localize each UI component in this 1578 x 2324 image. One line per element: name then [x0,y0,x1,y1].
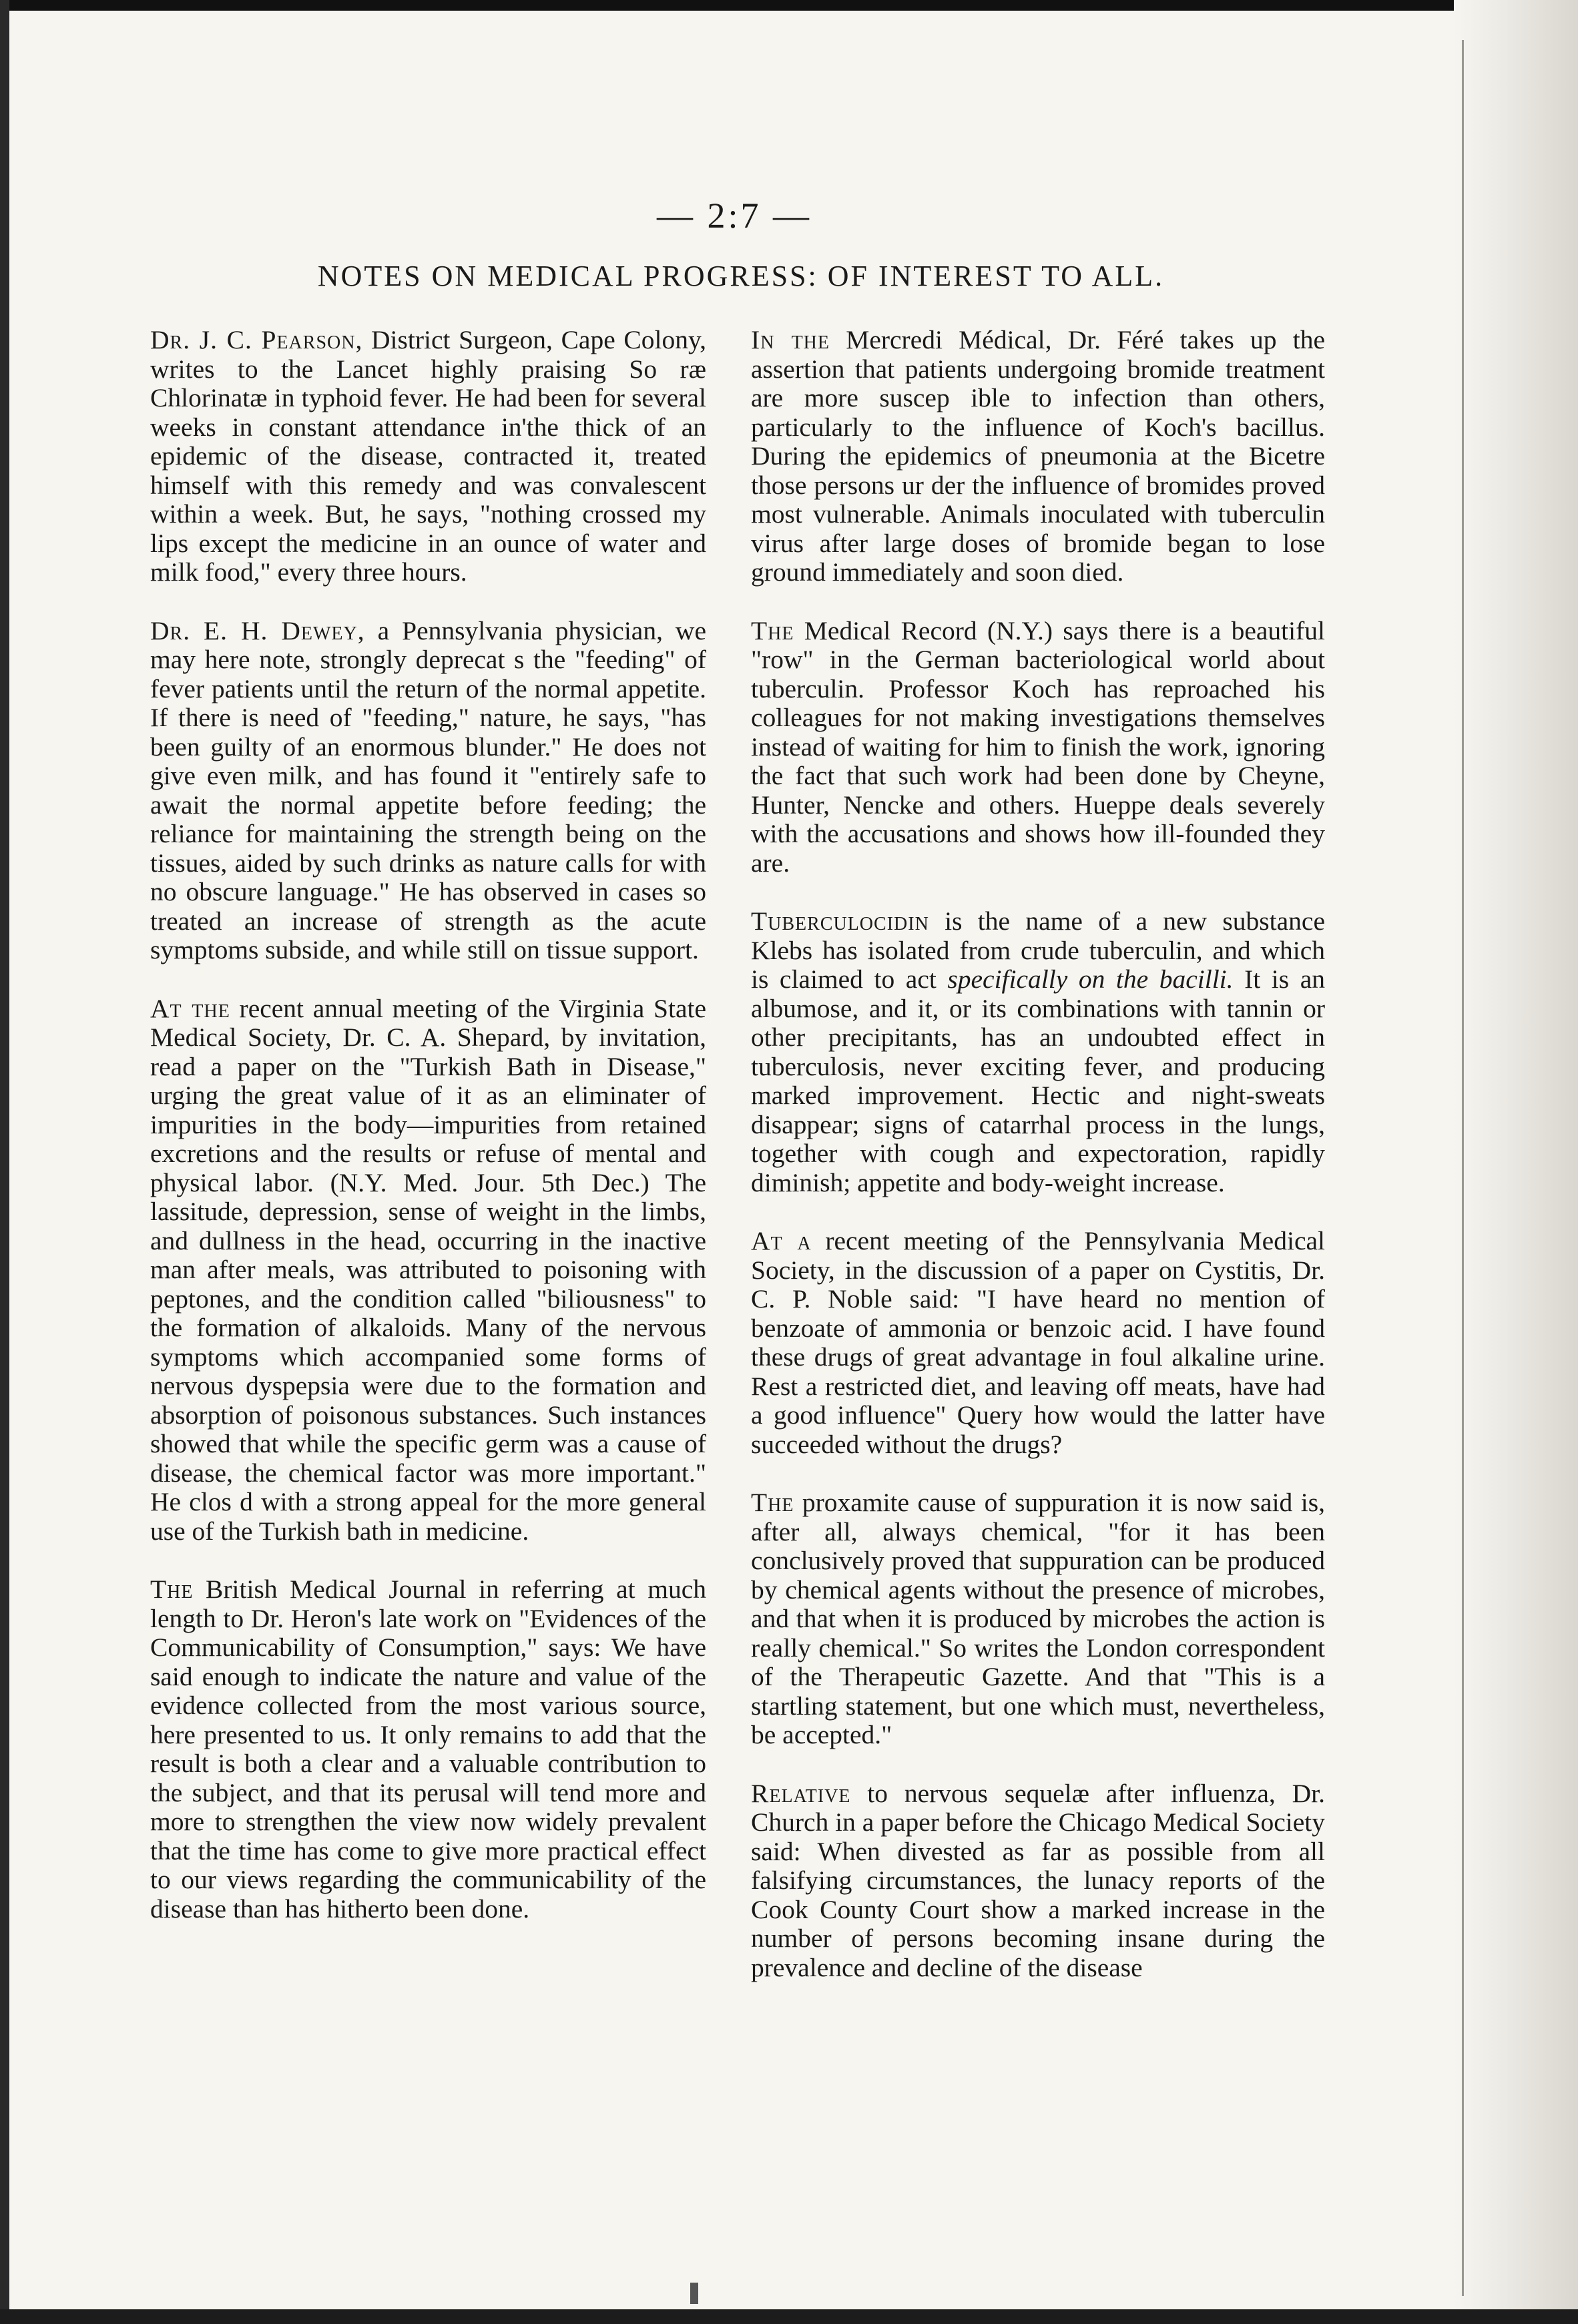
scan-left-border [0,0,9,2324]
article-cystitis [751,1227,1325,1459]
page-number: — 2:7 — [656,196,812,236]
article-lead: At a [751,1226,812,1255]
scan-top-border [0,0,1578,11]
left-column [150,326,706,1924]
article-dewey [150,617,706,965]
page-heading: NOTES ON MEDICAL PROGRESS: OF INTEREST TO ALL. [317,260,1165,292]
article-body: District Surgeon, Cape Colony, writes to the Lancet highly praising So ræ Chlorinatæ in typhoid fever. He had been for several weeks in constant attendance in'the thick of an epidemic of the disease, contracted it, treated himself with this remedy and was convalescent within a week. But, he says, "nothing crossed my lips except the medicine in an ounce of water and milk food," every three hours. [150,325,707,587]
page-binding-edge [1454,0,1578,2324]
article-consumption [150,1575,706,1924]
article-lead: Dr. E. H. Dewey, [150,615,365,645]
article-body: recent meeting of the Pennsylvania Medical Society, in the discussion of a paper on Cystitis, Dr. C. P. Noble said: "I have heard no mention of benzoate of ammonia or benzoic acid. I have found these drugs of great advantage in foul alkaline urine. Rest a restricted diet, and leaving off meats, have had a good influence" Query how would the latter have succeeded without the drugs? [751,1226,1325,1459]
article-lead: At the [150,993,230,1023]
article-turkish-bath [150,994,706,1546]
article-body: is the name of a new substance Klebs has isolated from crude tuberculin, and which is claimed to act [751,906,1325,994]
article-influenza [751,1779,1325,1983]
article-body-cont: It is an albumose, and it, or its combinations with tannin or other precipitants, has an undoubted effect in tuberculosis, never exciting fever, and producing marked improvement. Hectic and night-sweats disappear; signs of catarrhal process in the lungs, together with cough and expectoration, rapidly diminish; appetite and body-weight increase. [751,964,1325,1197]
article-lead: The [150,1574,194,1604]
article-body: Mercredi Médical, Dr. Féré takes up the assertion that patients undergoing bromide treatment are more suscep ible to infection than others, particularly to the influence of Koch's bacillus. During the epidemics of pneumonia at the Bicetre those persons ur der the influence of bromides proved most vulnerable. Animals inoculated with tuberculin virus after large doses of bromide began to lose ground immediately and soon died. [751,325,1325,587]
article-pearson [150,326,706,587]
article-body: proxamite cause of suppuration it is now said is, after all, always chemical, "for it has been conclusively proved that suppuration can be produced by chemical agents without the presence of microbes, and that when it is produced by microbes the action is really chemical." So writes the London correspondent of the Therapeutic Gazette. And that "This is a startling statement, but one which must, nevertheless, be accepted." [751,1488,1325,1749]
footer-mark [690,2283,698,2304]
article-body: recent annual meeting of the Virginia State Medical Society, Dr. C. A. Shepard, by invitation, read a paper on the "Turkish Bath in Disease," urging the great value of it as an eliminater of impurities in the body—impurities from retained excretions and the results or refuse of mental and physical labor. (N.Y. Med. Jour. 5th Dec.) The lassitude, depression, sense of weight in the limbs, and dullness in the head, occurring in the inactive man after meals, was attributed to poisoning with peptones, and the condition called "biliousness" to the formation of alkaloids. Many of the nervous symptoms which accompanied some forms of nervous dyspepsia were due to the formation and absorption of poisonous substances. Such instances showed that while the specific germ was a cause of disease, the chemical factor was more important." He clos d with a strong appeal for the more general use of the Turkish bath in medicine. [150,993,706,1546]
article-italic: specifically on the bacilli. [947,964,1234,994]
article-lead: The [751,615,794,645]
article-body: a Pennsylvania physician, we may here note, strongly deprecat s the "feeding" of fever patients until the return of the normal appetite. If there is need of "feeding," nature, he says, "has been guilty of an enormous blunder." He does not give even milk, and has found it "entirely safe to await the normal appetite before feeding; the reliance for maintaining the strength being on the tissues, aided by such drinks as nature calls for with no obscure language." He has observed in cases so treated an increase of strength as the acute symptoms subside, and while still on tissue support. [150,615,706,964]
article-lead: Tuberculocidin [751,906,929,936]
article-tuberculocidin [751,907,1325,1197]
article-lead: Dr. J. C. Pearson, [150,325,363,354]
article-body: Medical Record (N.Y.) says there is a beautiful "row" in the German bacteriological world about tuberculin. Professor Koch has reproached his colleagues for not making investigations themselves instead of waiting for him to finish the work, ignoring the fact that such work had been done by Cheyne, Hunter, Nencke and others. Hueppe deals severely with the accusations and shows how ill-founded they are. [751,615,1325,878]
article-lead: Relative [751,1778,851,1808]
article-body: to nervous sequelæ after influenza, Dr. Church in a paper before the Chicago Medical Society said: When divested as far as possible from all falsifying circumstances, the lunacy reports of the Cook County Court show a marked increase in the number of persons becoming insane during the prevalence and decline of the disease [751,1778,1325,1982]
article-lead: In the [751,325,830,354]
article-tuberculin-row [751,617,1325,878]
scan-bottom-border [0,2309,1578,2324]
article-lead: The [751,1488,794,1517]
article-suppuration [751,1488,1325,1750]
article-body: British Medical Journal in referring at much length to Dr. Heron's late work on "Evidences of the Communicability of Consumption," says: We have said enough to indicate the nature and value of the evidence collected from the most various source, here presented to us. It only remains to add that the result is both a clear and a valuable contribution to the subject, and that its perusal will tend more and more to strengthen the view now widely prevalent that the time has come to give more practical effect to our views regarding the communicability of the disease than has hitherto been done. [150,1574,706,1924]
right-column [751,326,1325,1982]
binding-line [1462,40,1464,2296]
article-bromides [751,326,1325,587]
